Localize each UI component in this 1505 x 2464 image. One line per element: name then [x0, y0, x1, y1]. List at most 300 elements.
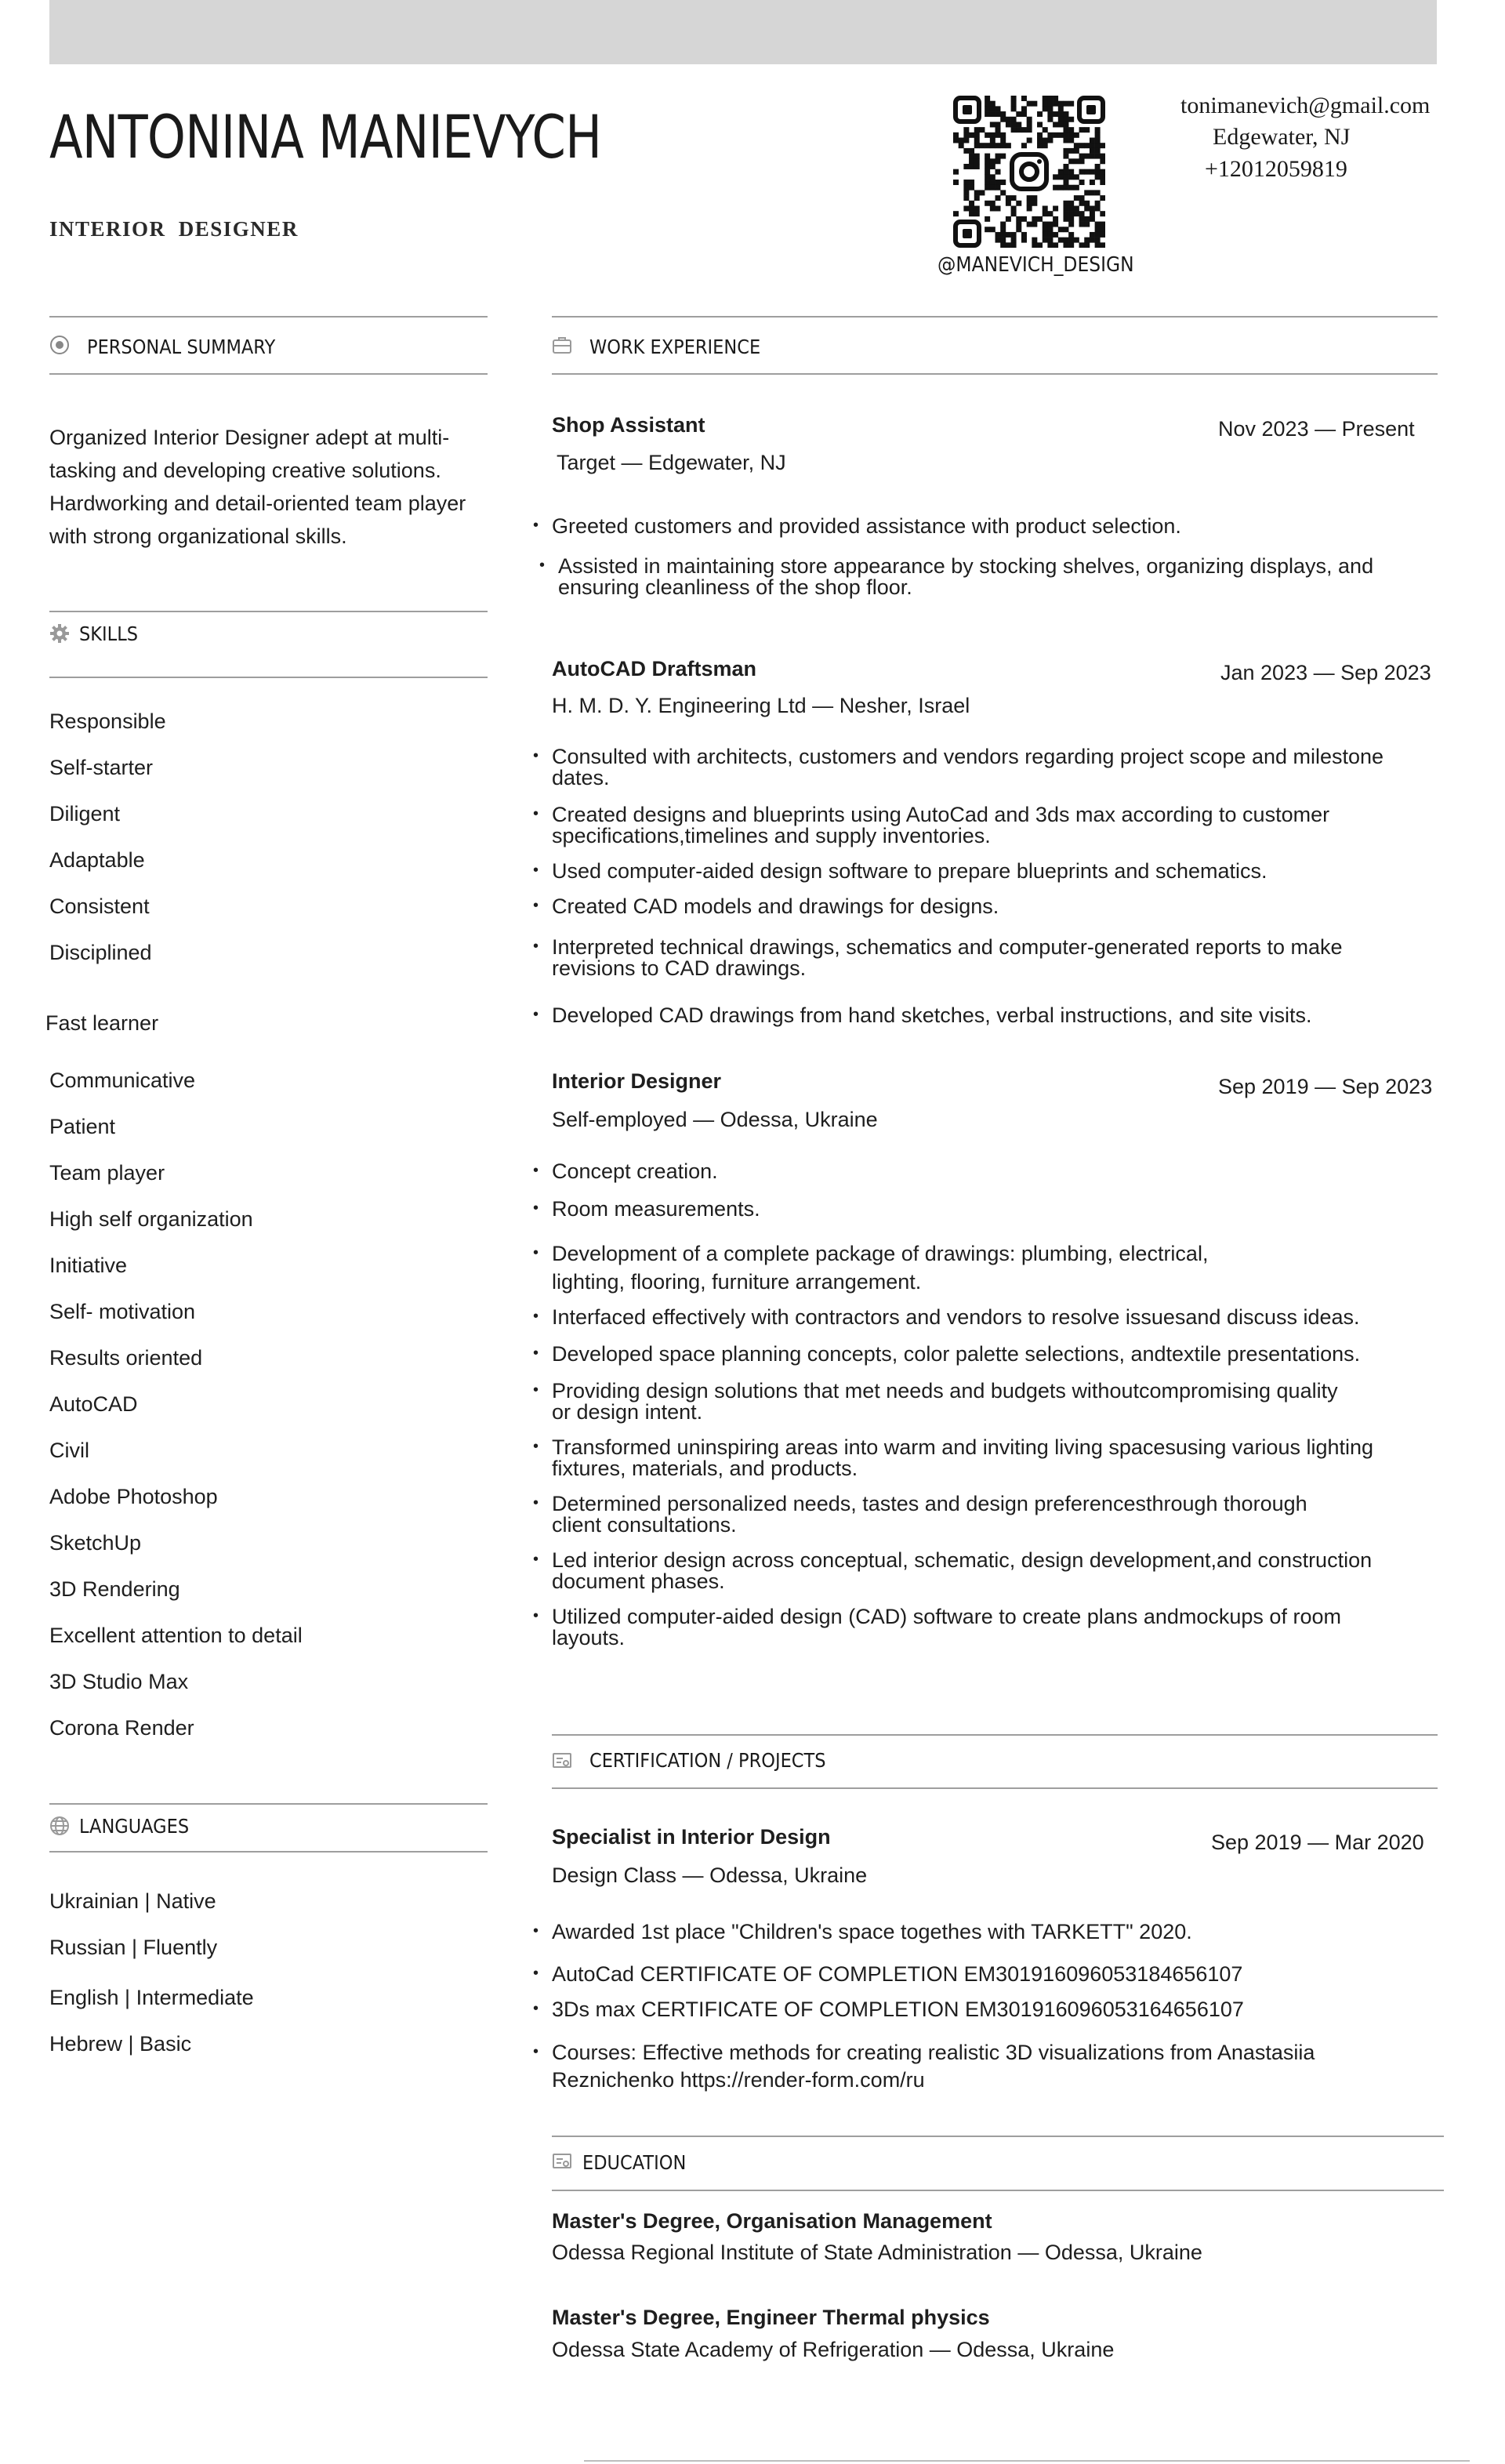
qr-module [1053, 111, 1058, 117]
qr-module [985, 185, 990, 191]
bullet-item [533, 2039, 1383, 2094]
contact-email[interactable]: tonimanevich@gmail.com [1180, 93, 1431, 118]
qr-module [1000, 117, 1006, 122]
qr-module [1027, 222, 1032, 227]
job-dates: Sep 2019 — Sep 2023 [1218, 1075, 1433, 1098]
qr-module [1053, 216, 1058, 222]
qr-module [1063, 101, 1068, 107]
qr-module [1095, 190, 1101, 195]
qr-module [1058, 106, 1064, 111]
bullet-text: Concept creation. [552, 1159, 718, 1183]
qr-module [1037, 132, 1043, 138]
bullet-text: Developed space planning concepts, color palette selections, andtextile presentations. [552, 1342, 1361, 1366]
qr-module [1037, 143, 1043, 148]
qr-module [1090, 232, 1095, 238]
qr-module [1063, 205, 1068, 211]
qr-module [985, 174, 990, 180]
qr-module [1068, 174, 1074, 180]
qr-module [1095, 127, 1101, 132]
bullet-text: Utilized computer-aided design (CAD) software to create plans andmockups of room layouts. [552, 1605, 1341, 1649]
qr-module [1043, 127, 1048, 132]
qr-module [1058, 238, 1064, 243]
skill-item: High self organization [49, 1207, 253, 1231]
bullet-item [533, 745, 1430, 789]
skill-item: Adobe Photoshop [49, 1485, 218, 1508]
qr-module [1016, 216, 1021, 222]
qr-module [1074, 132, 1079, 138]
cert-title: Specialist in Interior Design [552, 1825, 831, 1849]
qr-module [1084, 190, 1090, 195]
qr-module [1074, 148, 1079, 154]
cert-dates: Sep 2019 — Mar 2020 [1211, 1831, 1424, 1854]
qr-module [1063, 111, 1068, 117]
qr-module [995, 111, 1001, 117]
qr-module [1063, 127, 1068, 132]
bullet-item [533, 1548, 1430, 1593]
qr-module [1095, 227, 1101, 232]
qr-module [963, 205, 969, 211]
divider [49, 316, 488, 318]
qr-module [985, 111, 990, 117]
qr-module [1021, 143, 1027, 148]
qr-module [969, 185, 974, 191]
qr-module [1016, 111, 1021, 117]
qr-module [1095, 148, 1101, 154]
qr-module [1068, 205, 1074, 211]
qr-module [1043, 143, 1048, 148]
bullet-text: Interpreted technical drawings, schematics and computer-generated reports to make revisions to CAD drawings. [552, 935, 1343, 980]
qr-module [953, 169, 959, 175]
qr-module [1084, 127, 1090, 132]
bullet-item [533, 1305, 1438, 1329]
skill-item: 3D Studio Max [49, 1670, 189, 1693]
qr-module [1000, 111, 1006, 117]
qr-module [985, 101, 990, 107]
bullet-item [533, 859, 1430, 883]
qr-module [953, 180, 959, 185]
qr-module [1058, 169, 1064, 175]
qr-module [1006, 216, 1011, 222]
qr-module [963, 148, 969, 154]
qr-module [963, 195, 969, 201]
bullet-item [533, 1998, 1438, 2021]
qr-module [1047, 132, 1053, 138]
qr-module [1084, 143, 1090, 148]
divider [552, 1734, 1438, 1736]
qr-module [995, 158, 1001, 164]
bullet-text: Created designs and blueprints using AutoCad and 3ds max according to customer specifications,timelines and supply inventories. [552, 803, 1330, 847]
qr-module [1021, 127, 1027, 132]
bullet-text: Awarded 1st place "Children's space togethes with TARKETT" 2020. [552, 1920, 1192, 1943]
divider [49, 677, 488, 678]
qr-module [1084, 216, 1090, 222]
qr-module [1032, 101, 1037, 107]
qr-module [995, 238, 1001, 243]
qr-module [985, 158, 990, 164]
qr-module [1079, 169, 1085, 175]
bullet-text: Interfaced effectively with contractors and vendors to resolve issuesand discuss ideas. [552, 1305, 1360, 1329]
qr-module [1037, 216, 1043, 222]
qr-module [1074, 211, 1079, 216]
qr-module [1090, 238, 1095, 243]
bullet-text: Developed CAD drawings from hand sketches, verbal instructions, and site visits. [552, 1003, 1312, 1027]
bullet-item [539, 554, 1405, 599]
qr-module [1043, 238, 1048, 243]
qr-module [1027, 195, 1032, 201]
qr-module [1084, 242, 1090, 248]
qr-module [1047, 232, 1053, 238]
qr-module [1068, 201, 1074, 206]
qr-module [1100, 180, 1105, 185]
bullet-text: Created CAD models and drawings for designs. [552, 895, 999, 918]
qr-module [1037, 138, 1043, 143]
qr-module [990, 174, 995, 180]
qr-module [990, 138, 995, 143]
bullet-item [533, 1159, 1438, 1183]
bullet-dot: • [533, 1006, 539, 1023]
qr-module [1095, 238, 1101, 243]
qr-module [974, 205, 980, 211]
divider [49, 611, 488, 612]
qr-module [1006, 232, 1011, 238]
qr-module [1063, 238, 1068, 243]
qr-module [1016, 201, 1021, 206]
qr-module [1100, 242, 1105, 248]
qr-module [1053, 222, 1058, 227]
bullet-text: Determined personalized needs, tastes and design preferencesthrough thorough client consultations. [552, 1492, 1307, 1537]
qr-module [1095, 154, 1101, 159]
qr-module [1058, 185, 1064, 191]
bullet-text: Led interior design across conceptual, schematic, design development,and construction document phases. [552, 1548, 1373, 1593]
candidate-name: ANTONINA MANIEVYCH [49, 102, 602, 172]
bullet-text: Room measurements. [552, 1197, 760, 1221]
qr-module [1095, 201, 1101, 206]
qr-module [1068, 148, 1074, 154]
qr-module [1011, 127, 1017, 132]
qr-module [1090, 143, 1095, 148]
education-degree: Master's Degree, Organisation Management [552, 2209, 992, 2233]
contact-phone[interactable]: +12012059819 [1205, 156, 1347, 182]
qr-module [1068, 232, 1074, 238]
qr-module [1079, 143, 1085, 148]
qr-module [974, 154, 980, 159]
qr-module [1006, 242, 1011, 248]
qr-module [1063, 201, 1068, 206]
candidate-title: INTERIOR DESIGNER [49, 217, 299, 241]
qr-module [1021, 238, 1027, 243]
qr-module [1053, 242, 1058, 248]
instagram-handle[interactable]: @MANEVICH_DESIGN [937, 253, 1134, 277]
qr-module [979, 143, 985, 148]
qr-module [1074, 158, 1079, 164]
qr-module [1027, 205, 1032, 211]
qr-module [1100, 227, 1105, 232]
qr-module [990, 158, 995, 164]
bullet-text: 3Ds max CERTIFICATE OF COMPLETION EM301916096053164656107 [552, 1998, 1244, 2021]
qr-module [1079, 216, 1085, 222]
qr-module [1068, 185, 1074, 191]
qr-module [1100, 158, 1105, 164]
qr-module [1021, 111, 1027, 117]
skill-item: SketchUp [49, 1531, 142, 1555]
qr-module [979, 127, 985, 132]
qr-module [1053, 132, 1058, 138]
bullet-dot: • [533, 1551, 539, 1568]
qr-module [1063, 211, 1068, 216]
qr-module [1047, 106, 1053, 111]
qr-module [1079, 195, 1085, 201]
qr-module [969, 201, 974, 206]
bullet-dot: • [533, 517, 539, 534]
skill-item: Self- motivation [49, 1300, 196, 1323]
qr-module [995, 185, 1001, 191]
qr-module [1047, 117, 1053, 122]
qr-module [1068, 101, 1074, 107]
qr-module [985, 96, 990, 101]
qr-module [1006, 195, 1011, 201]
qr-module [974, 127, 980, 132]
qr-module [1058, 117, 1064, 122]
skill-item: AutoCAD [49, 1392, 138, 1416]
qr-module [1100, 195, 1105, 201]
qr-module [1047, 211, 1053, 216]
bullet-text: Consulted with architects, customers and vendors regarding project scope and milestone dates. [552, 745, 1384, 789]
qr-module [1063, 132, 1068, 138]
qr-module [1000, 143, 1006, 148]
qr-module [1047, 227, 1053, 232]
qr-module [1032, 195, 1037, 201]
qr-module [990, 106, 995, 111]
qr-module [1068, 222, 1074, 227]
qr-module [985, 106, 990, 111]
bullet-text: Transformed uninspiring areas into warm and inviting living spacesusing various lighting fixtures, materials, and products. [552, 1435, 1374, 1480]
qr-module [1074, 174, 1079, 180]
qr-module [990, 180, 995, 185]
bullet-dot: • [533, 805, 539, 822]
job-role: Interior Designer [552, 1069, 722, 1093]
bullet-item [533, 1492, 1336, 1537]
skill-item: Consistent [49, 895, 150, 918]
skill-item: Corona Render [49, 1716, 194, 1740]
qr-module [1043, 101, 1048, 107]
qr-code-image[interactable] [953, 96, 1105, 248]
qr-module [1000, 154, 1006, 159]
qr-module [1053, 232, 1058, 238]
qr-module [1074, 205, 1079, 211]
job-company: Target — Edgewater, NJ [557, 451, 786, 474]
qr-module [1047, 138, 1053, 143]
education-icon [552, 2152, 572, 2172]
qr-module [985, 201, 990, 206]
bullet-item [533, 1435, 1398, 1480]
qr-module [1016, 122, 1021, 127]
skill-item: Civil [49, 1439, 89, 1462]
qr-module [1063, 227, 1068, 232]
qr-module [1068, 216, 1074, 222]
qr-module [1074, 195, 1079, 201]
education-school: Odessa Regional Institute of State Administration — Odessa, Ukraine [552, 2241, 1202, 2264]
qr-module [1016, 227, 1021, 232]
qr-module [1032, 242, 1037, 248]
qr-module [1063, 122, 1068, 127]
qr-module [1027, 117, 1032, 122]
qr-module [953, 132, 959, 138]
job-company: Self-employed — Odessa, Ukraine [552, 1108, 878, 1131]
header-band [49, 0, 1437, 64]
qr-module [1011, 122, 1017, 127]
qr-module [1079, 242, 1085, 248]
job-company: H. M. D. Y. Engineering Ltd — Nesher, Israel [552, 694, 970, 717]
qr-module [1027, 101, 1032, 107]
qr-module [1079, 201, 1085, 206]
section-title-languages: LANGUAGES [79, 1815, 190, 1838]
qr-module [1084, 169, 1090, 175]
bullet-dot: • [533, 1344, 539, 1362]
qr-module [1079, 127, 1085, 132]
qr-module [1027, 138, 1032, 143]
qr-module [990, 227, 995, 232]
qr-module [995, 106, 1001, 111]
divider [552, 2136, 1444, 2137]
job-role: Shop Assistant [552, 413, 705, 437]
qr-module [1079, 222, 1085, 227]
qr-module [1016, 222, 1021, 227]
divider [552, 2190, 1444, 2191]
bullet-text: Used computer-aided design software to prepare blueprints and schematics. [552, 859, 1267, 883]
divider [552, 1787, 1438, 1789]
skill-item: Fast learner [45, 1011, 159, 1035]
qr-module [1068, 158, 1074, 164]
qr-module [1095, 205, 1101, 211]
qr-module [1037, 242, 1043, 248]
skill-item: Adaptable [49, 848, 145, 872]
qr-module [1053, 96, 1058, 101]
language-item: Hebrew | Basic [49, 2032, 192, 2056]
qr-module [1063, 138, 1068, 143]
qr-module [1032, 238, 1037, 243]
qr-module [959, 138, 964, 143]
qr-module [969, 154, 974, 159]
language-item: Russian | Fluently [49, 1936, 218, 1959]
skill-item: Diligent [49, 802, 121, 826]
qr-module [969, 205, 974, 211]
certificate-icon [552, 1751, 572, 1772]
bullet-text: Providing design solutions that met needs and budgets withoutcompromising quality or design intent. [552, 1379, 1338, 1424]
qr-module [1063, 185, 1068, 191]
qr-module [1032, 216, 1037, 222]
qr-module [1011, 96, 1017, 101]
qr-module [995, 232, 1001, 238]
qr-module [1053, 122, 1058, 127]
qr-module [1063, 174, 1068, 180]
bullet-dot: • [533, 1965, 539, 1982]
qr-module [1000, 242, 1006, 248]
qr-module [1063, 117, 1068, 122]
qr-module [963, 185, 969, 191]
qr-module [985, 154, 990, 159]
qr-module [985, 169, 990, 175]
qr-module [1084, 154, 1090, 159]
bullet-dot: • [533, 1162, 539, 1179]
bullet-item [533, 1605, 1398, 1649]
qr-module [1079, 158, 1085, 164]
skill-item: Responsible [49, 709, 166, 733]
qr-module [1063, 180, 1068, 185]
qr-module [1021, 216, 1027, 222]
qr-module [1006, 143, 1011, 148]
qr-module [969, 180, 974, 185]
briefcase-icon [552, 335, 572, 355]
qr-module [990, 132, 995, 138]
qr-module [1079, 154, 1085, 159]
qr-module [1058, 122, 1064, 127]
bullet-dot: • [533, 2000, 539, 2017]
bullet-dot: • [533, 1244, 539, 1261]
qr-module [1027, 201, 1032, 206]
bullet-text: Development of a complete package of drawings: plumbing, electrical, lighting, flooring, furniture arrangement. [552, 1242, 1209, 1294]
qr-module [990, 111, 995, 117]
bullet-dot: • [533, 1381, 539, 1399]
qr-module [1000, 180, 1006, 185]
qr-module [1084, 222, 1090, 227]
qr-module [1090, 138, 1095, 143]
qr-module [985, 216, 990, 222]
qr-module [985, 143, 990, 148]
bullet-dot: • [539, 557, 546, 574]
qr-module [995, 180, 1001, 185]
bullet-dot: • [533, 1438, 539, 1455]
qr-module [1043, 138, 1048, 143]
qr-module [1000, 190, 1006, 195]
qr-module [1090, 211, 1095, 216]
qr-module [1006, 122, 1011, 127]
qr-module [1043, 211, 1048, 216]
qr-module [1074, 238, 1079, 243]
language-item: English | Intermediate [49, 1986, 254, 2009]
qr-module [995, 122, 1001, 127]
qr-module [1095, 132, 1101, 138]
qr-module [974, 138, 980, 143]
qr-module [1095, 242, 1101, 248]
qr-module [1058, 174, 1064, 180]
job-role: AutoCAD Draftsman [552, 657, 757, 680]
qr-module [1047, 96, 1053, 101]
qr-module [1016, 127, 1021, 132]
qr-module [1000, 132, 1006, 138]
qr-module [1000, 238, 1006, 243]
qr-module [974, 164, 980, 169]
bullet-item [533, 895, 1430, 918]
divider [49, 1851, 488, 1853]
qr-module [963, 164, 969, 169]
skill-item: Initiative [49, 1254, 128, 1277]
qr-module [1068, 127, 1074, 132]
qr-module [1063, 169, 1068, 175]
skill-item: Self-starter [49, 756, 154, 779]
qr-module [1037, 111, 1043, 117]
bullet-item [533, 1379, 1359, 1424]
qr-module [1095, 222, 1101, 227]
qr-module [979, 190, 985, 195]
qr-module [1000, 232, 1006, 238]
qr-module [1027, 127, 1032, 132]
education-school: Odessa State Academy of Refrigeration — Odessa, Ukraine [552, 2338, 1115, 2361]
qr-module [1095, 232, 1101, 238]
qr-module [995, 143, 1001, 148]
qr-module [1043, 232, 1048, 238]
qr-module [995, 195, 1001, 201]
bullet-text: Assisted in maintaining store appearance by stocking shelves, organizing displays, and ensuring cleanliness of the shop floor. [558, 554, 1374, 599]
